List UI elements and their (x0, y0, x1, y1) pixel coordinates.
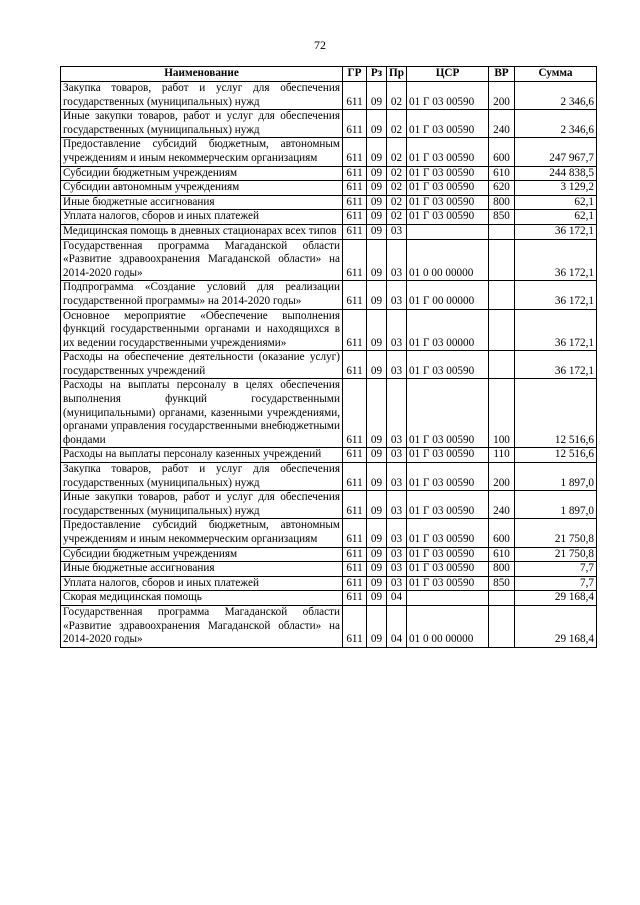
row-vr-cell (489, 605, 515, 647)
row-rz-cell: 09 (367, 224, 387, 239)
row-vr-cell: 620 (489, 181, 515, 196)
budget-table (60, 66, 597, 648)
row-vr-cell (489, 309, 515, 351)
row-sum-cell: 36 172,1 (515, 351, 597, 379)
row-name-cell: Предоставление субсидий бюджетным, автономным учреждениям и иным некоммерческим организациям (61, 519, 343, 547)
table-row (61, 576, 597, 591)
row-sum-cell: 36 172,1 (515, 239, 597, 281)
row-gr-cell: 611 (343, 82, 367, 110)
row-csr-cell (407, 591, 489, 606)
row-csr-cell: 01 0 00 00000 (407, 239, 489, 281)
table-row (61, 591, 597, 606)
row-rz-cell: 09 (367, 239, 387, 281)
row-name-cell: Расходы на выплаты персоналу казенных учреждений (61, 448, 343, 463)
row-pr-cell: 03 (387, 491, 407, 519)
row-gr-cell: 611 (343, 239, 367, 281)
row-name-cell: Субсидии бюджетным учреждениям (61, 547, 343, 562)
row-pr-cell: 03 (387, 463, 407, 491)
row-csr-cell (407, 224, 489, 239)
row-csr-cell: 01 Г 03 00590 (407, 463, 489, 491)
row-pr-cell: 03 (387, 547, 407, 562)
header-pr: Пр (387, 67, 407, 82)
row-rz-cell: 09 (367, 547, 387, 562)
table-row (61, 181, 597, 196)
row-pr-cell: 04 (387, 605, 407, 647)
row-csr-cell: 01 Г 03 00590 (407, 195, 489, 210)
row-gr-cell: 611 (343, 224, 367, 239)
row-vr-cell: 600 (489, 519, 515, 547)
table-row (61, 605, 597, 647)
row-gr-cell: 611 (343, 448, 367, 463)
row-csr-cell: 01 Г 03 00590 (407, 562, 489, 577)
row-name-cell: Государственная программа Магаданской области «Развитие здравоохранения Магаданской области» на 2014-2020 годы» (61, 239, 343, 281)
row-pr-cell: 02 (387, 210, 407, 225)
row-vr-cell: 800 (489, 195, 515, 210)
table-row (61, 448, 597, 463)
row-name-cell: Скорая медицинская помощь (61, 591, 343, 606)
row-vr-cell: 610 (489, 547, 515, 562)
header-csr: ЦСР (407, 67, 489, 82)
row-gr-cell: 611 (343, 591, 367, 606)
row-vr-cell (489, 591, 515, 606)
row-gr-cell: 611 (343, 138, 367, 166)
row-gr-cell: 611 (343, 351, 367, 379)
row-vr-cell (489, 351, 515, 379)
table-row (61, 491, 597, 519)
row-csr-cell: 01 Г 03 00590 (407, 576, 489, 591)
row-vr-cell: 200 (489, 82, 515, 110)
row-csr-cell: 01 Г 03 00000 (407, 309, 489, 351)
row-rz-cell: 09 (367, 281, 387, 309)
row-gr-cell: 611 (343, 562, 367, 577)
row-gr-cell: 611 (343, 309, 367, 351)
row-csr-cell: 01 Г 03 00590 (407, 210, 489, 225)
row-rz-cell: 09 (367, 519, 387, 547)
row-gr-cell: 611 (343, 519, 367, 547)
row-name-cell: Основное мероприятие «Обеспечение выполнения функций государственными органами и находящихся в их ведении государственными учреждениями» (61, 309, 343, 351)
table-row (61, 166, 597, 181)
row-sum-cell: 29 168,4 (515, 605, 597, 647)
row-pr-cell: 03 (387, 576, 407, 591)
row-pr-cell: 03 (387, 351, 407, 379)
row-pr-cell: 03 (387, 239, 407, 281)
row-name-cell: Медицинская помощь в дневных стационарах всех типов (61, 224, 343, 239)
table-row (61, 562, 597, 577)
table-row (61, 210, 597, 225)
row-vr-cell: 850 (489, 576, 515, 591)
header-name: Наименование (61, 67, 343, 82)
row-pr-cell: 02 (387, 166, 407, 181)
row-rz-cell: 09 (367, 166, 387, 181)
row-rz-cell: 09 (367, 351, 387, 379)
row-name-cell: Расходы на выплаты персоналу в целях обеспечения выполнения функций государственными (муниципальными) органами, казенными учреждениями, органами управления государственными внебюджетными фондами (61, 379, 343, 448)
header-vr: ВР (489, 67, 515, 82)
row-gr-cell: 611 (343, 166, 367, 181)
row-pr-cell: 02 (387, 195, 407, 210)
row-gr-cell: 611 (343, 110, 367, 138)
row-name-cell: Закупка товаров, работ и услуг для обеспечения государственных (муниципальных) нужд (61, 82, 343, 110)
row-pr-cell: 02 (387, 82, 407, 110)
row-sum-cell: 12 516,6 (515, 379, 597, 448)
row-gr-cell: 611 (343, 379, 367, 448)
row-gr-cell: 611 (343, 463, 367, 491)
header-sum: Сумма (515, 67, 597, 82)
row-pr-cell: 02 (387, 181, 407, 196)
row-vr-cell: 110 (489, 448, 515, 463)
row-pr-cell: 04 (387, 591, 407, 606)
row-vr-cell: 200 (489, 463, 515, 491)
row-vr-cell: 610 (489, 166, 515, 181)
row-sum-cell: 7,7 (515, 562, 597, 577)
row-name-cell: Уплата налогов, сборов и иных платежей (61, 210, 343, 225)
row-pr-cell: 03 (387, 562, 407, 577)
row-sum-cell: 3 129,2 (515, 181, 597, 196)
row-pr-cell: 03 (387, 379, 407, 448)
row-rz-cell: 09 (367, 195, 387, 210)
row-csr-cell: 01 Г 03 00590 (407, 491, 489, 519)
row-rz-cell: 09 (367, 576, 387, 591)
row-gr-cell: 611 (343, 491, 367, 519)
row-name-cell: Иные закупки товаров, работ и услуг для обеспечения государственных (муниципальных) нужд (61, 491, 343, 519)
row-rz-cell: 09 (367, 210, 387, 225)
row-sum-cell: 21 750,8 (515, 519, 597, 547)
row-sum-cell: 21 750,8 (515, 547, 597, 562)
header-rz: Рз (367, 67, 387, 82)
row-name-cell: Иные бюджетные ассигнования (61, 562, 343, 577)
row-rz-cell: 09 (367, 463, 387, 491)
row-vr-cell: 850 (489, 210, 515, 225)
row-rz-cell: 09 (367, 110, 387, 138)
row-csr-cell: 01 0 00 00000 (407, 605, 489, 647)
row-vr-cell (489, 239, 515, 281)
row-pr-cell: 03 (387, 224, 407, 239)
table-row (61, 281, 597, 309)
header-gr: ГР (343, 67, 367, 82)
table-row (61, 110, 597, 138)
row-rz-cell: 09 (367, 138, 387, 166)
row-pr-cell: 02 (387, 110, 407, 138)
row-sum-cell: 244 838,5 (515, 166, 597, 181)
table-row (61, 351, 597, 379)
table-row (61, 138, 597, 166)
row-sum-cell: 12 516,6 (515, 448, 597, 463)
row-csr-cell: 01 Г 00 00000 (407, 281, 489, 309)
table-row (61, 239, 597, 281)
row-gr-cell: 611 (343, 195, 367, 210)
row-sum-cell: 2 346,6 (515, 110, 597, 138)
row-rz-cell: 09 (367, 309, 387, 351)
table-body (61, 82, 597, 648)
row-csr-cell: 01 Г 03 00590 (407, 181, 489, 196)
row-name-cell: Подпрограмма «Создание условий для реализации государственной программы» на 2014-2020 годы» (61, 281, 343, 309)
row-pr-cell: 03 (387, 448, 407, 463)
row-csr-cell: 01 Г 03 00590 (407, 379, 489, 448)
row-pr-cell: 03 (387, 309, 407, 351)
row-name-cell: Предоставление субсидий бюджетным, автономным учреждениям и иным некоммерческим организациям (61, 138, 343, 166)
row-sum-cell: 7,7 (515, 576, 597, 591)
table-row (61, 195, 597, 210)
row-csr-cell: 01 Г 03 00590 (407, 166, 489, 181)
row-csr-cell: 01 Г 03 00590 (407, 82, 489, 110)
table-row (61, 547, 597, 562)
row-sum-cell: 2 346,6 (515, 82, 597, 110)
row-name-cell: Иные закупки товаров, работ и услуг для обеспечения государственных (муниципальных) нужд (61, 110, 343, 138)
row-rz-cell: 09 (367, 181, 387, 196)
row-rz-cell: 09 (367, 379, 387, 448)
row-csr-cell: 01 Г 03 00590 (407, 351, 489, 379)
row-name-cell: Закупка товаров, работ и услуг для обеспечения государственных (муниципальных) нужд (61, 463, 343, 491)
table-row (61, 379, 597, 448)
row-gr-cell: 611 (343, 605, 367, 647)
table-row (61, 309, 597, 351)
row-pr-cell: 02 (387, 138, 407, 166)
table-row (61, 463, 597, 491)
row-name-cell: Уплата налогов, сборов и иных платежей (61, 576, 343, 591)
row-name-cell: Субсидии автономным учреждениям (61, 181, 343, 196)
row-rz-cell: 09 (367, 605, 387, 647)
row-gr-cell: 611 (343, 181, 367, 196)
row-vr-cell: 600 (489, 138, 515, 166)
row-name-cell: Государственная программа Магаданской области «Развитие здравоохранения Магаданской области» на 2014-2020 годы» (61, 605, 343, 647)
row-vr-cell: 240 (489, 110, 515, 138)
row-csr-cell: 01 Г 03 00590 (407, 448, 489, 463)
row-gr-cell: 611 (343, 210, 367, 225)
table-header-row (61, 67, 597, 82)
row-sum-cell: 62,1 (515, 195, 597, 210)
row-rz-cell: 09 (367, 82, 387, 110)
row-name-cell: Субсидии бюджетным учреждениям (61, 166, 343, 181)
row-pr-cell: 03 (387, 281, 407, 309)
row-sum-cell: 36 172,1 (515, 309, 597, 351)
row-sum-cell: 29 168,4 (515, 591, 597, 606)
row-csr-cell: 01 Г 03 00590 (407, 519, 489, 547)
row-sum-cell: 1 897,0 (515, 491, 597, 519)
row-vr-cell: 800 (489, 562, 515, 577)
row-gr-cell: 611 (343, 281, 367, 309)
row-vr-cell (489, 281, 515, 309)
table-row (61, 519, 597, 547)
row-sum-cell: 62,1 (515, 210, 597, 225)
row-vr-cell: 240 (489, 491, 515, 519)
row-name-cell: Иные бюджетные ассигнования (61, 195, 343, 210)
table-row (61, 82, 597, 110)
row-gr-cell: 611 (343, 547, 367, 562)
row-sum-cell: 36 172,1 (515, 281, 597, 309)
row-rz-cell: 09 (367, 448, 387, 463)
row-gr-cell: 611 (343, 576, 367, 591)
row-csr-cell: 01 Г 03 00590 (407, 138, 489, 166)
row-rz-cell: 09 (367, 491, 387, 519)
row-sum-cell: 247 967,7 (515, 138, 597, 166)
row-sum-cell: 36 172,1 (515, 224, 597, 239)
table-row (61, 224, 597, 239)
row-vr-cell (489, 224, 515, 239)
row-sum-cell: 1 897,0 (515, 463, 597, 491)
row-rz-cell: 09 (367, 562, 387, 577)
row-vr-cell: 100 (489, 379, 515, 448)
row-pr-cell: 03 (387, 519, 407, 547)
row-rz-cell: 09 (367, 591, 387, 606)
row-csr-cell: 01 Г 03 00590 (407, 547, 489, 562)
row-csr-cell: 01 Г 03 00590 (407, 110, 489, 138)
row-name-cell: Расходы на обеспечение деятельности (оказание услуг) государственных учреждений (61, 351, 343, 379)
page-number: 72 (314, 38, 326, 52)
